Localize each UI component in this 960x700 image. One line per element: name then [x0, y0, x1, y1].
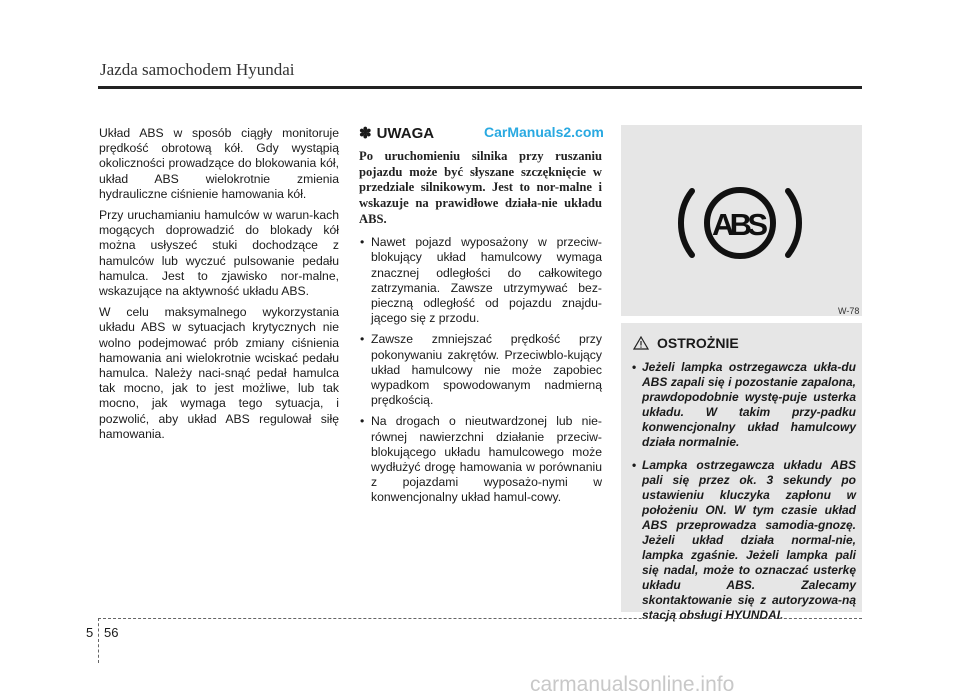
bullet-icon: • [360, 414, 365, 429]
list-item: • Zawsze zmniejszać prędkość przy pokonywaniu zakrętów. Przeciwblo-kujący układ hamulcowy nie może zapobiec wypadkom spowodowanym nadmierną prędkością. [360, 332, 602, 408]
list-item: • Na drogach o nieutwardzonej lub nie-równej nawierzchni działanie przeciw-blokującego układu hamulcowego może wydłużyć drogę hamowania w porównaniu z pojazdami wyposażo-nymi w konwencjonalny układ hamul-cowy. [360, 414, 602, 505]
page-number: 56 [104, 625, 119, 640]
bullet-icon: • [360, 332, 365, 347]
list-item: • Jeżeli lampka ostrzegawcza ukła-du ABS zapali się i pozostanie zapalona, prawdopodobnie wystę-puje usterka układu. W takim przy-padku konwencjonalny układ hamulcowy działa normalnie. [632, 360, 856, 449]
page-header-title: Jazda samochodem Hyundai [100, 60, 295, 79]
warning-section [359, 126, 602, 512]
warning-triangle-icon [633, 336, 649, 350]
illustration-code: W-78 [838, 306, 860, 316]
list-item: • Lampka ostrzegawcza układu ABS pali się przez ok. 3 sekundy po ustawieniu kluczyka zapłonu w położeniu ON. W tym czasie układ ABS przeprowadza samodia-gnozę. Jeżeli układ działa normal-nie, lampka zgaśnie. Jeżeli lampka pali się nadal, może to oznaczać usterkę układu ABS. Zalecamy skontaktowanie się z autoryzowa-ną stacją obsługi HYUNDAI. [632, 458, 856, 622]
watermark-bottom: carmanualsonline.info [530, 673, 735, 696]
header-divider [98, 86, 862, 89]
bullet-icon: • [632, 458, 637, 472]
watermark-top: CarManuals2.com [484, 124, 604, 140]
abs-warning-lamp-icon [670, 183, 810, 263]
footer-divider [98, 618, 862, 619]
warning-title: UWAGA [376, 125, 435, 142]
paragraph: Przy uruchamianiu hamulców w warun-kach mogących doprowadzić do blokady kół można usłyszeć stuki dochodzące z hamulców lub wyczuć pulsowanie pedału hamulca. Jest to zjawisko nor-malne, wskazujące na aktywność układu ABS. [99, 208, 339, 299]
paragraph: W celu maksymalnego wykorzystania układu ABS w sytuacjach krytycznych nie wolno podejmować prób zmiany ciśnienia hamowania ani wielokrotnie wciskać pedału hamulca. Należy naci-snąć pedał hamulca tak mocno, jak to jest możliwe, lub tak mocno, jak wymaga tego sytuacja, i pozwolić, aby układ ABS regulował siłę hamowania. [99, 305, 339, 441]
section-number: 5 [86, 625, 94, 640]
bullet-icon: • [632, 360, 637, 374]
bullet-icon: • [360, 235, 365, 250]
warning-lead-text: Po uruchomieniu silnika przy ruszaniu pojazdu może być słyszane szczęknięcie w przedziale silnikowym. Jest to nor-malne i wskazuje na prawidłowe działa-nie układu ABS. [359, 149, 602, 226]
caution-title: OSTROŻNIE [657, 335, 739, 351]
warning-bullet-list [359, 235, 602, 505]
caution-bullet-list [628, 360, 856, 631]
left-text-column [99, 126, 339, 448]
caution-heading [633, 335, 739, 351]
footer-vertical-divider [98, 618, 99, 663]
abs-lamp-label: ABS [712, 207, 768, 242]
list-item: • Nawet pojazd wyposażony w przeciw-blokujący układ hamulcowy wymaga znacznej odległości do całkowitego zatrzymania. Zawsze utrzymywać bez-pieczną odległość od pojazdu znajdu-jącego się z przodu. [360, 235, 602, 326]
paragraph: Układ ABS w sposób ciągły monitoruje prędkość obrotową kół. Gdy wystąpią okoliczności prowadzące do blokowania kół, układ ABS wielokrotnie zmienia hydrauliczne ciśnienie hamowania kół. [99, 126, 339, 201]
asterisk-icon: ✽ [359, 125, 372, 142]
